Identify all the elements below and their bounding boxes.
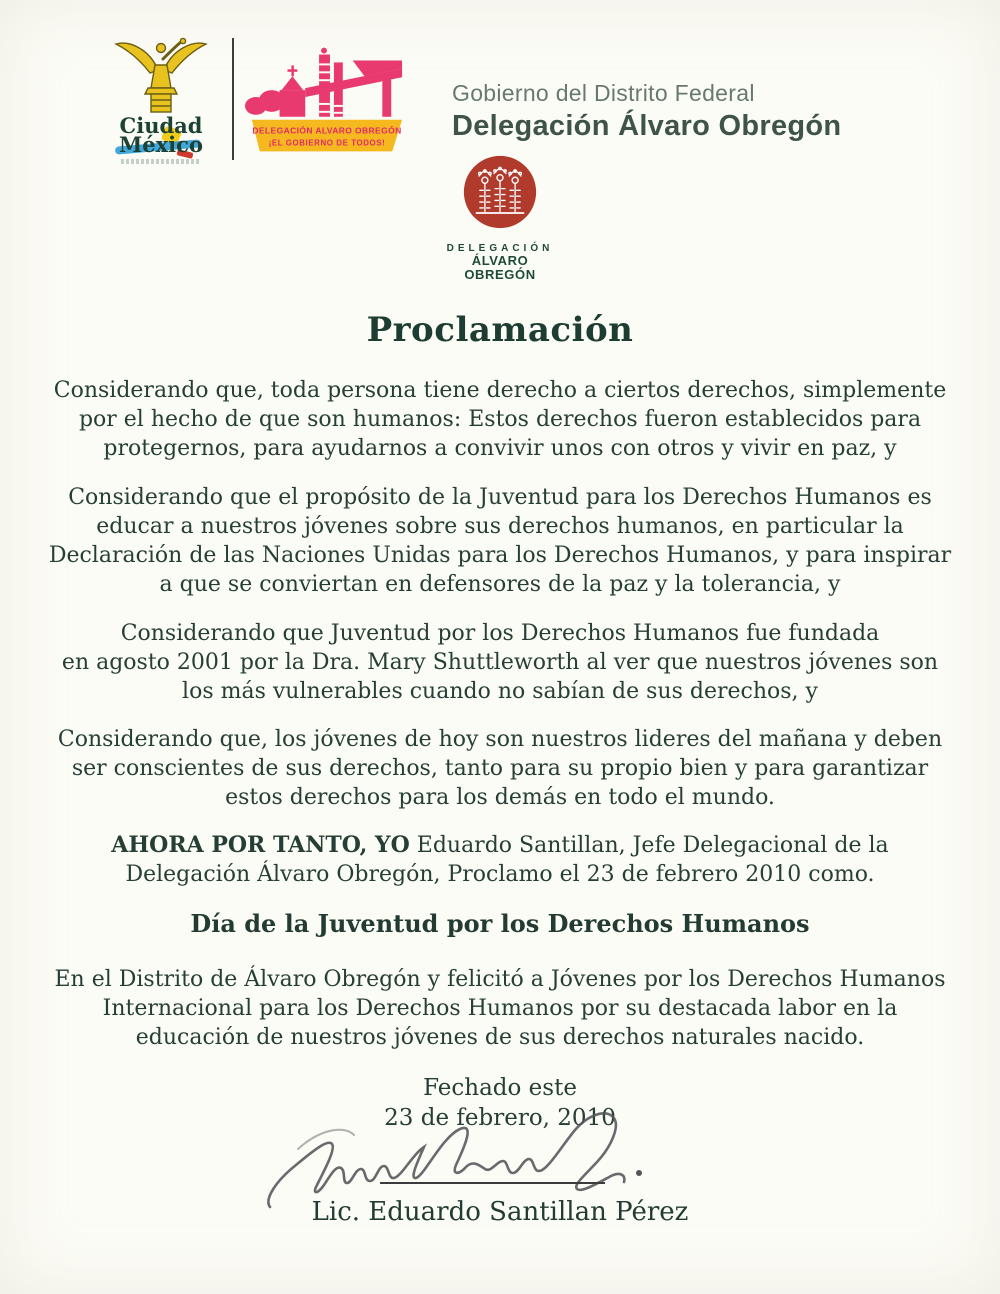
considerando-paragraph-3	[40, 619, 960, 706]
text-line: Considerando que Juventud por los Derechos Humanos fue fundada	[120, 621, 880, 646]
text-line: ser conscientes de sus derechos, tanto para su propio bien y para garantizar	[71, 756, 929, 781]
delegacion-line: Delegación Álvaro Obregón	[452, 110, 842, 142]
signatory-name: Lic. Eduardo Santillan Pérez	[311, 1197, 689, 1227]
proclamation-body	[40, 376, 960, 1052]
angel-of-independence-icon	[105, 36, 217, 114]
considerando-paragraph-4	[40, 725, 960, 812]
considerando-paragraph-1	[40, 376, 960, 463]
ahora-por-tanto-paragraph	[40, 831, 960, 889]
text-line: los más vulnerables cuando no sabían de sus derechos, y	[182, 679, 818, 704]
text-line: educación de nuestros jóvenes de sus derechos naturales nacido.	[135, 1025, 865, 1050]
delegation-seal	[0, 150, 1000, 282]
considerando-paragraph-2	[40, 483, 960, 599]
text-line: en agosto 2001 por la Dra. Mary Shuttleworth al ver que nuestros jóvenes son	[61, 650, 939, 675]
ciudad-label: Ciudad	[119, 113, 203, 138]
text-line: En el Distrito de Álvaro Obregón y felicitó a Jóvenes por los Derechos Humanos	[54, 967, 946, 992]
handwritten-signature	[262, 1103, 672, 1215]
day-heading: Día de la Juventud por los Derechos Humanos	[190, 909, 810, 938]
text-line: Considerando que, los jóvenes de hoy son nuestros lideres del mañana y deben	[57, 727, 943, 752]
skyline-icon	[242, 42, 410, 154]
signature-underline	[380, 1182, 605, 1184]
bold-lead: AHORA POR TANTO, YO	[111, 832, 410, 858]
text-line	[40, 831, 960, 860]
gobierno-line: Gobierno del Distrito Federal	[452, 80, 755, 106]
seal-icon	[458, 150, 542, 234]
closing-paragraph	[40, 965, 960, 1052]
ciudad-mexico-wordmark	[105, 113, 217, 164]
banner-line-1: DELEGACIÓN ALVARO OBREGÓN	[252, 125, 402, 136]
page-title: Proclamación	[366, 310, 634, 350]
mexico-label: México	[119, 132, 203, 157]
text-line: Declaración de las Naciones Unidas para los Derechos Humanos, y para inspirar	[48, 543, 952, 568]
seal-caption-delegacion: DELEGACIÓN	[446, 243, 554, 254]
text-line: protegernos, para ayudarnos a convivir unos con otros y vivir en paz, y	[103, 436, 897, 461]
text-rest: Eduardo Santillan, Jefe Delegacional de la	[409, 833, 889, 858]
delegacion-skyline-logo	[242, 42, 410, 158]
text-line: Internacional para los Derechos Humanos por su destacada labor en la	[102, 996, 898, 1021]
text-line: educar a nuestros jóvenes sobre sus derechos humanos, en particular la	[96, 514, 904, 539]
ciudad-mexico-logo	[100, 36, 222, 164]
text-line: estos derechos para los demás en todo el mundo.	[225, 785, 775, 810]
government-wordmark	[452, 36, 841, 143]
text-line: Considerando que, toda persona tiene derecho a ciertos derechos, simplemente	[53, 378, 947, 403]
text-line: Delegación Álvaro Obregón, Proclamo el 23 de febrero 2010 como.	[125, 862, 875, 887]
seal-caption-obregon: OBREGÓN	[464, 267, 536, 282]
seal-caption-alvaro: ÁLVARO	[471, 253, 529, 268]
banner-line-2: ¡EL GOBIERNO DE TODOS!	[268, 138, 386, 148]
text-line: por el hecho de que son humanos: Estos derechos fueron establecidos para	[78, 407, 922, 432]
logo-divider	[232, 38, 234, 160]
dated-line-1: Fechado este	[423, 1075, 577, 1101]
text-line: Considerando que el propósito de la Juventud para los Derechos Humanos es	[68, 485, 932, 510]
dated-line-2: 23 de febrero, 2010	[384, 1105, 616, 1131]
letterhead	[0, 0, 1000, 164]
text-line: a que se conviertan en defensores de la paz y la tolerancia, y	[159, 572, 841, 597]
